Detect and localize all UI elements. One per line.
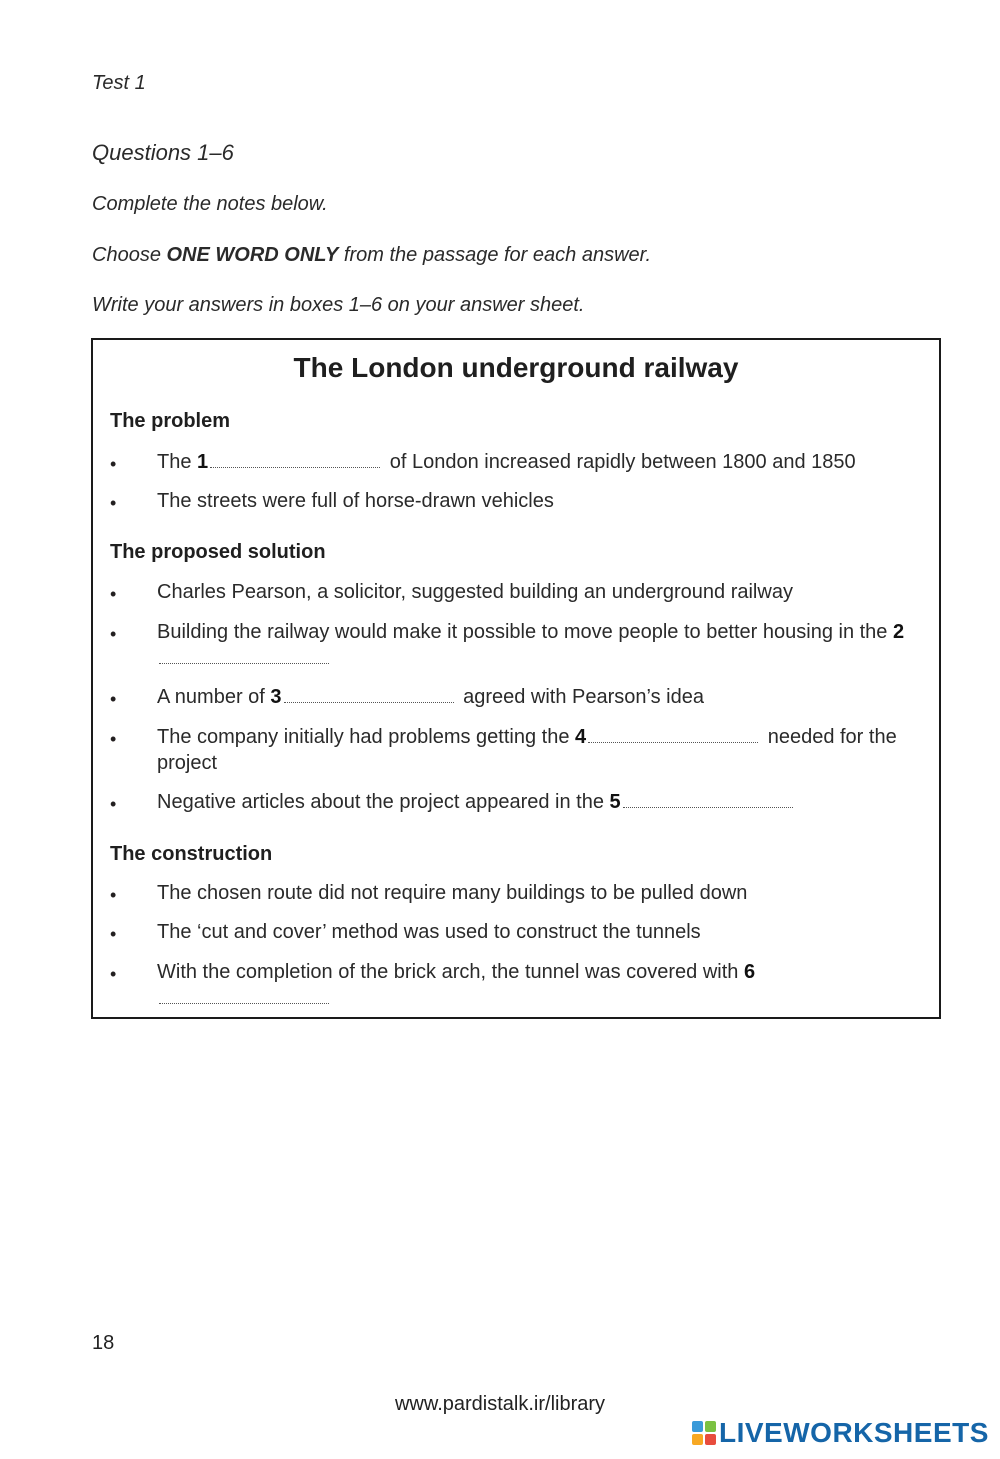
note-text: needed for the project (157, 726, 897, 774)
note-text: Building the railway would make it possible to move people to better housing in the (157, 621, 893, 643)
instruction-emphasis: ONE WORD ONLY (166, 244, 339, 266)
logo-text: LIVEWORKSHEETS (719, 1417, 989, 1448)
instruction-text: from the passage for each answer. (338, 244, 652, 266)
section-heading: The construction (110, 843, 273, 865)
note-item (157, 959, 807, 1011)
instruction-text: Choose (92, 244, 167, 266)
question-number: 1 (197, 451, 209, 473)
question-number: 5 (609, 791, 621, 813)
answer-blank-3[interactable] (284, 688, 454, 703)
note-item: The streets were full of horse-drawn vehicles (157, 490, 554, 512)
note-item (157, 684, 927, 710)
note-text: of London increased rapidly between 1800 and 1850 (384, 451, 856, 473)
instruction-answer-boxes: Write your answers in boxes 1–6 on your answer sheet. (92, 294, 585, 316)
bullet-icon: • (110, 584, 117, 604)
note-item (157, 789, 927, 815)
logo-square-icon (705, 1434, 716, 1445)
bullet-icon: • (110, 689, 117, 709)
question-number: 2 (893, 621, 905, 643)
note-text: agreed with Pearson’s idea (457, 686, 704, 708)
note-text: Negative articles about the project appeared in the (157, 791, 610, 813)
logo-square-icon (692, 1434, 703, 1445)
footer-url[interactable]: www.pardistalk.ir/library (394, 1393, 606, 1415)
note-item (157, 724, 927, 776)
logo-square-icon (705, 1421, 716, 1432)
note-item: The ‘cut and cover’ method was used to construct the tunnels (157, 921, 701, 943)
note-text: The company initially had problems getting the (157, 726, 576, 748)
question-number: 4 (575, 726, 587, 748)
answer-blank-2[interactable] (159, 649, 329, 664)
bullet-icon: • (110, 794, 117, 814)
answer-blank-1[interactable] (210, 453, 380, 468)
questions-heading: Questions 1–6 (92, 140, 234, 165)
answer-blank-4[interactable] (588, 728, 758, 743)
note-item (157, 619, 927, 671)
bullet-icon: • (110, 964, 117, 984)
section-heading: The proposed solution (110, 541, 326, 563)
bullet-icon: • (110, 924, 117, 944)
bullet-icon: • (110, 454, 117, 474)
note-text: The (157, 451, 198, 473)
instruction-complete-notes: Complete the notes below. (92, 193, 328, 215)
note-item: The chosen route did not require many buildings to be pulled down (157, 882, 748, 904)
running-header: Test 1 (92, 72, 146, 94)
question-number: 3 (270, 686, 282, 708)
notes-box (91, 338, 941, 1019)
bullet-icon: • (110, 729, 117, 749)
note-text: With the completion of the brick arch, the tunnel was covered with (157, 961, 744, 983)
bullet-icon: • (110, 493, 117, 513)
notes-title: The London underground railway (293, 352, 739, 383)
bullet-icon: • (110, 885, 117, 905)
note-item: Charles Pearson, a solicitor, suggested building an underground railway (157, 581, 793, 603)
note-text: A number of (157, 686, 271, 708)
answer-blank-5[interactable] (623, 793, 793, 808)
page-number: 18 (92, 1332, 115, 1354)
logo-icon (692, 1421, 716, 1445)
section-heading: The problem (110, 410, 231, 432)
logo-square-icon (692, 1421, 703, 1432)
question-number: 6 (743, 961, 756, 983)
instruction-word-limit (92, 244, 651, 267)
bullet-icon: • (110, 624, 117, 644)
note-item (157, 449, 927, 475)
answer-blank-6[interactable] (159, 989, 329, 1004)
liveworksheets-logo[interactable] (692, 1417, 989, 1449)
